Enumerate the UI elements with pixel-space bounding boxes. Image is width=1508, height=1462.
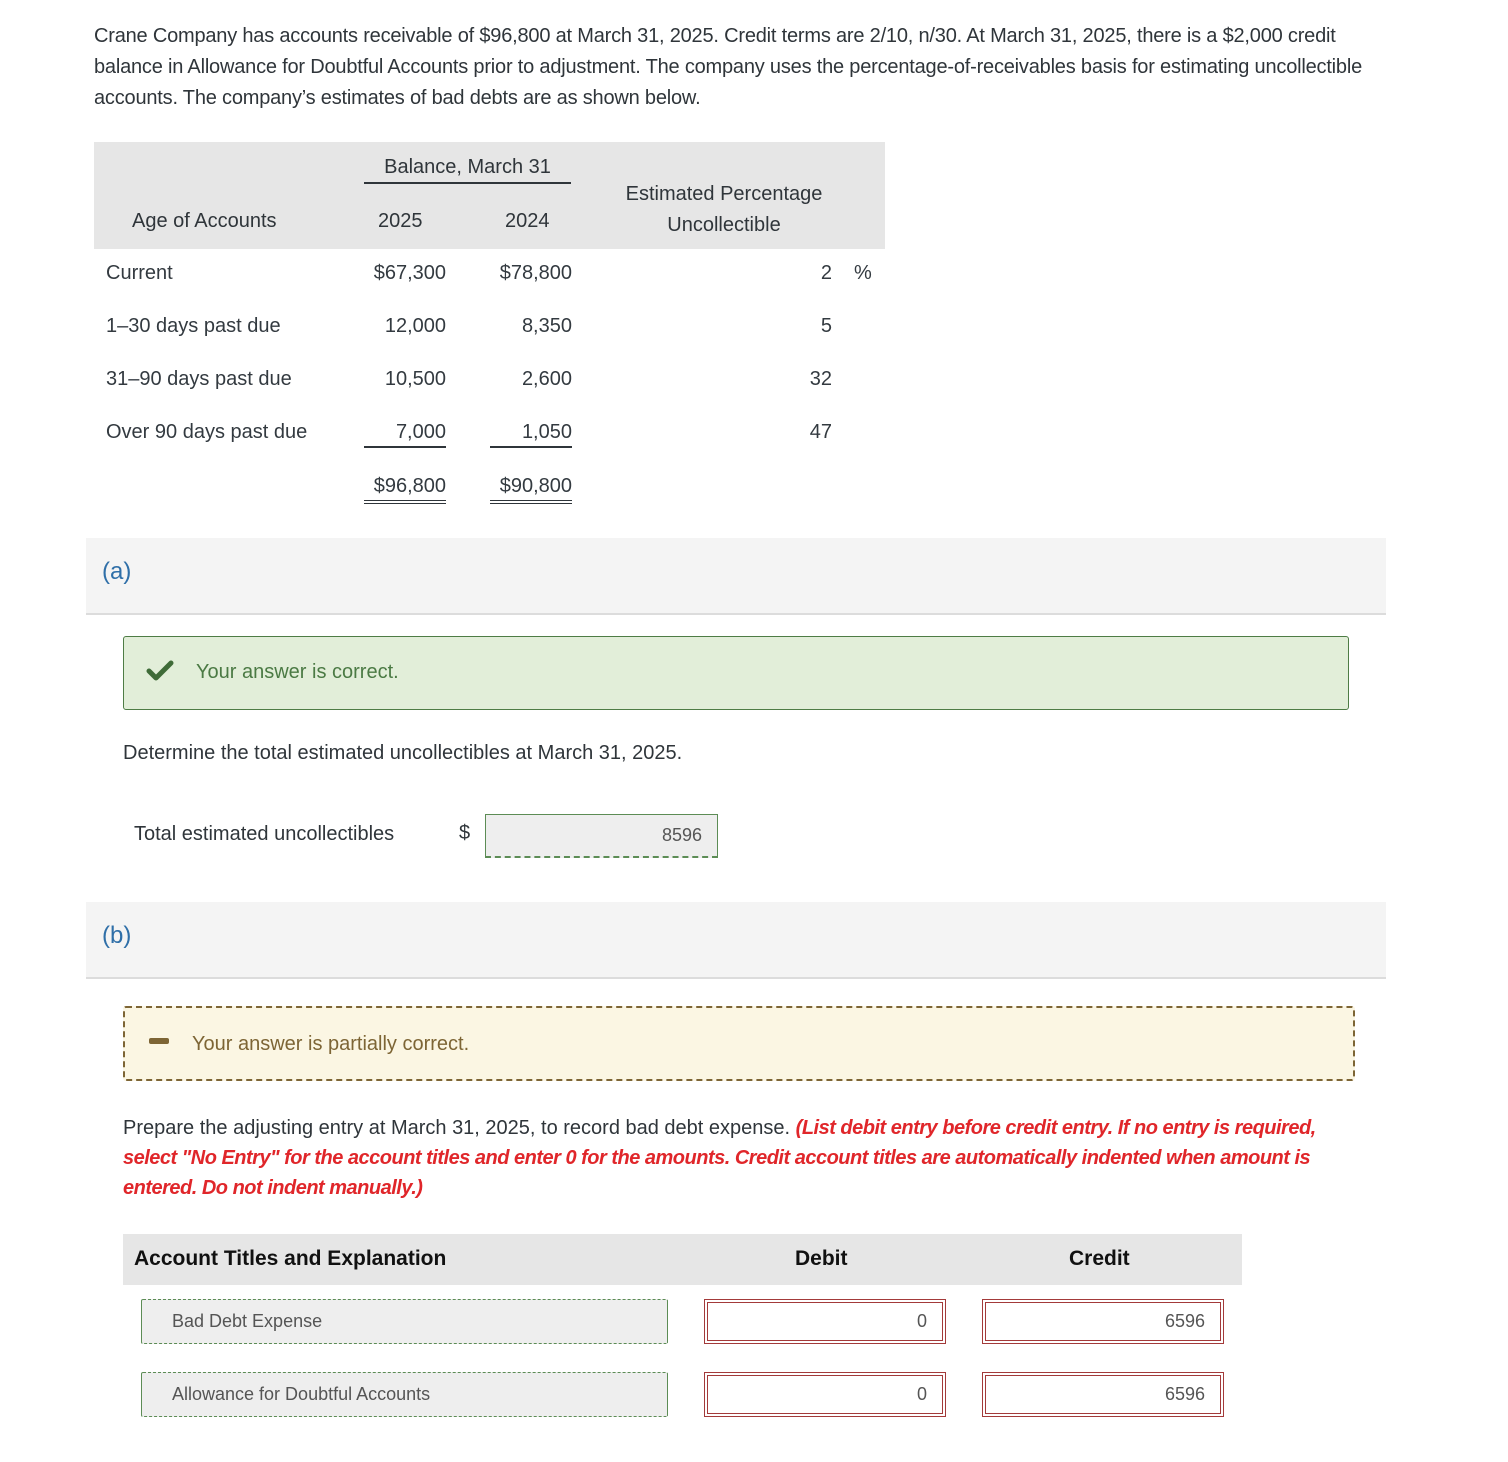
percent-uncollectible: 47 — [809, 421, 832, 443]
percent-uncollectible: 5 — [820, 315, 832, 337]
total-uncollectibles-label: Total estimated uncollectibles — [134, 823, 395, 845]
section-a-header — [86, 538, 1386, 615]
balance-2024: $78,800 — [499, 262, 572, 284]
partial-dash-icon — [149, 1038, 169, 1044]
row-label: Over 90 days past due — [106, 421, 308, 443]
estimated-percentage-header — [600, 179, 848, 241]
question-b-text: Prepare the adjusting entry at March 31, 2025, to record bad debt expense. — [123, 1117, 791, 1139]
balance-2025: 10,500 — [384, 368, 446, 390]
table-row — [94, 368, 885, 398]
feedback-message: Your answer is partially correct. — [192, 1033, 470, 1055]
section-b-header — [86, 902, 1386, 979]
balance-2024: 2,600 — [521, 368, 572, 390]
balance-2024: 8,350 — [521, 315, 572, 337]
debit-header: Debit — [795, 1247, 848, 1270]
account-title-input-2[interactable] — [141, 1372, 668, 1417]
question-b — [123, 1113, 1363, 1203]
aging-table-header — [94, 142, 885, 249]
correct-feedback-banner — [123, 636, 1349, 710]
estimated-percentage-line2: Uncollectible — [667, 214, 781, 236]
estimated-percentage-line1: Estimated Percentage — [625, 183, 823, 205]
currency-symbol: $ — [459, 822, 471, 844]
feedback-message: Your answer is correct. — [196, 661, 399, 683]
credit-header: Credit — [1069, 1247, 1130, 1270]
credit-input-1[interactable] — [982, 1299, 1224, 1344]
question-b-instructions: (List debit entry before credit entry. If no entry is required, select "No Entry" for the account titles and enter 0 for the amounts. Credit account titles are automatically indented when amount is entered. Do not indent manually.) — [123, 1117, 1316, 1199]
percent-uncollectible: 32 — [809, 368, 832, 390]
section-b-label: (b) — [102, 922, 132, 949]
debit-input-1[interactable] — [704, 1299, 946, 1344]
account-titles-header: Account Titles and Explanation — [134, 1247, 447, 1270]
percent-uncollectible: 2 — [820, 262, 832, 284]
row-label: Current — [106, 262, 173, 284]
row-label: 31–90 days past due — [106, 368, 292, 390]
total-2025: $96,800 — [364, 475, 446, 504]
table-row — [94, 315, 885, 345]
totals-row — [94, 475, 885, 505]
percent-sign: % — [854, 262, 872, 284]
question-a: Determine the total estimated uncollectibles at March 31, 2025. — [123, 742, 683, 764]
credit-input-2[interactable] — [982, 1372, 1224, 1417]
balance-2025: $67,300 — [373, 262, 446, 284]
row-label: 1–30 days past due — [106, 315, 281, 337]
table-row — [94, 421, 885, 451]
partial-feedback-banner — [123, 1006, 1355, 1081]
year-2024-header: 2024 — [505, 210, 550, 232]
debit-input-2[interactable] — [704, 1372, 946, 1417]
balance-2025: 7,000 — [364, 421, 446, 448]
account-title-input-1[interactable] — [141, 1299, 668, 1344]
journal-table-header — [123, 1234, 1242, 1285]
year-2025-header: 2025 — [378, 210, 423, 232]
balance-2025: 12,000 — [384, 315, 446, 337]
balance-group-header: Balance, March 31 — [364, 156, 571, 184]
age-of-accounts-header: Age of Accounts — [132, 210, 277, 232]
total-2024: $90,800 — [490, 475, 572, 504]
balance-2024: 1,050 — [490, 421, 572, 448]
checkmark-icon — [146, 657, 174, 685]
total-uncollectibles-input[interactable] — [485, 814, 718, 858]
section-a-label: (a) — [102, 558, 132, 585]
problem-statement: Crane Company has accounts receivable of $96,800 at March 31, 2025. Credit terms are 2/10, n/30. At March 31, 2025, there is a $2,000 credit balance in Allowance for Doubtful Accounts prior to adjustment. The company uses the percentage-of-receivables basis for estimating uncollectible accounts. The company’s estimates of bad debts are as shown below. — [94, 25, 1363, 109]
table-row — [94, 262, 885, 292]
